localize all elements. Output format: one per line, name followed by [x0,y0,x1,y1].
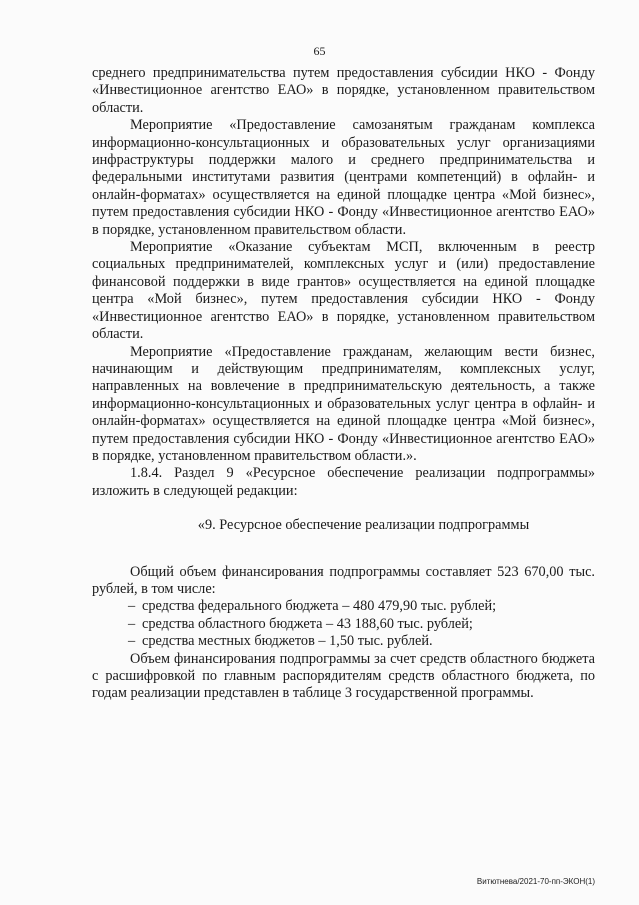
list-item-regional-budget: – средства областного бюджета – 43 188,60 тыс. рублей; [128,616,595,633]
footer-document-code: Витютнева/2021-70-пп-ЭКОН(1) [476,877,595,886]
paragraph-social-entrepreneurs-event: Мероприятие «Оказание субъектам МСП, включенным в реестр социальных предпринимателей, комплексных услуг и (или) предоставление финансовой поддержки в виде грантов» осуществляется на единой площадке центра «Мой бизнес», путем предоставления субсидии НКО - Фонду «Инвестиционное агентство ЕАО» в порядке, установленном правительством области. [92,239,595,343]
closing-paragraph: Объем финансирования подпрограммы за счет средств областного бюджета с расшифровкой по главным распорядителям средств областного бюджета, по годам реализации представлен в таблице 3 государственной программы. [92,650,595,702]
paragraph-continuation: среднего предпринимательства путем предоставления субсидии НКО - Фонду «Инвестиционное агентство ЕАО» в порядке, установленном правительством области. [92,65,595,116]
funding-list [92,598,595,650]
funding-intro: Общий объем финансирования подпрограммы составляет 523 670,00 тыс. рублей, в том числе: [92,563,595,597]
paragraph-citizens-business-event: Мероприятие «Предоставление гражданам, желающим вести бизнес, начинающим и действующим предпринимателям, комплексных услуг, направленных на вовлечение в предпринимательскую деятельность, а также информационно-консультационных и образовательных услуг центра в офлайн- и онлайн-форматах» осуществляется на единой площадке центра «Мой бизнес», путем предоставления субсидии НКО - Фонду «Инвестиционное агентство ЕАО» в порядке, установленном правительством области.». [92,343,595,464]
page-number: 65 [313,44,326,58]
paragraph-self-employed-event: Мероприятие «Предоставление самозанятым гражданам комплекса информационно-консультационных и образовательных услуг организациями инфраструктуры поддержки малого и среднего предпринимательства и федеральными институтами развития (центрами компетенций) в офлайн- и онлайн-форматах» осуществляется на единой площадке центра «Мой бизнес», путем предоставления субсидии НКО - Фонду «Инвестиционное агентство ЕАО» в порядке, установленном правительством области. [92,117,595,238]
document-body [92,65,595,703]
list-item-local-budgets: – средства местных бюджетов – 1,50 тыс. рублей. [128,633,595,650]
paragraph-amendment-clause: 1.8.4. Раздел 9 «Ресурсное обеспечение реализации подпрограммы» изложить в следующей редакции: [92,465,595,499]
section-heading: «9. Ресурсное обеспечение реализации подпрограммы [197,517,530,534]
list-item-federal-budget: – средства федерального бюджета – 480 479,90 тыс. рублей; [128,598,595,615]
